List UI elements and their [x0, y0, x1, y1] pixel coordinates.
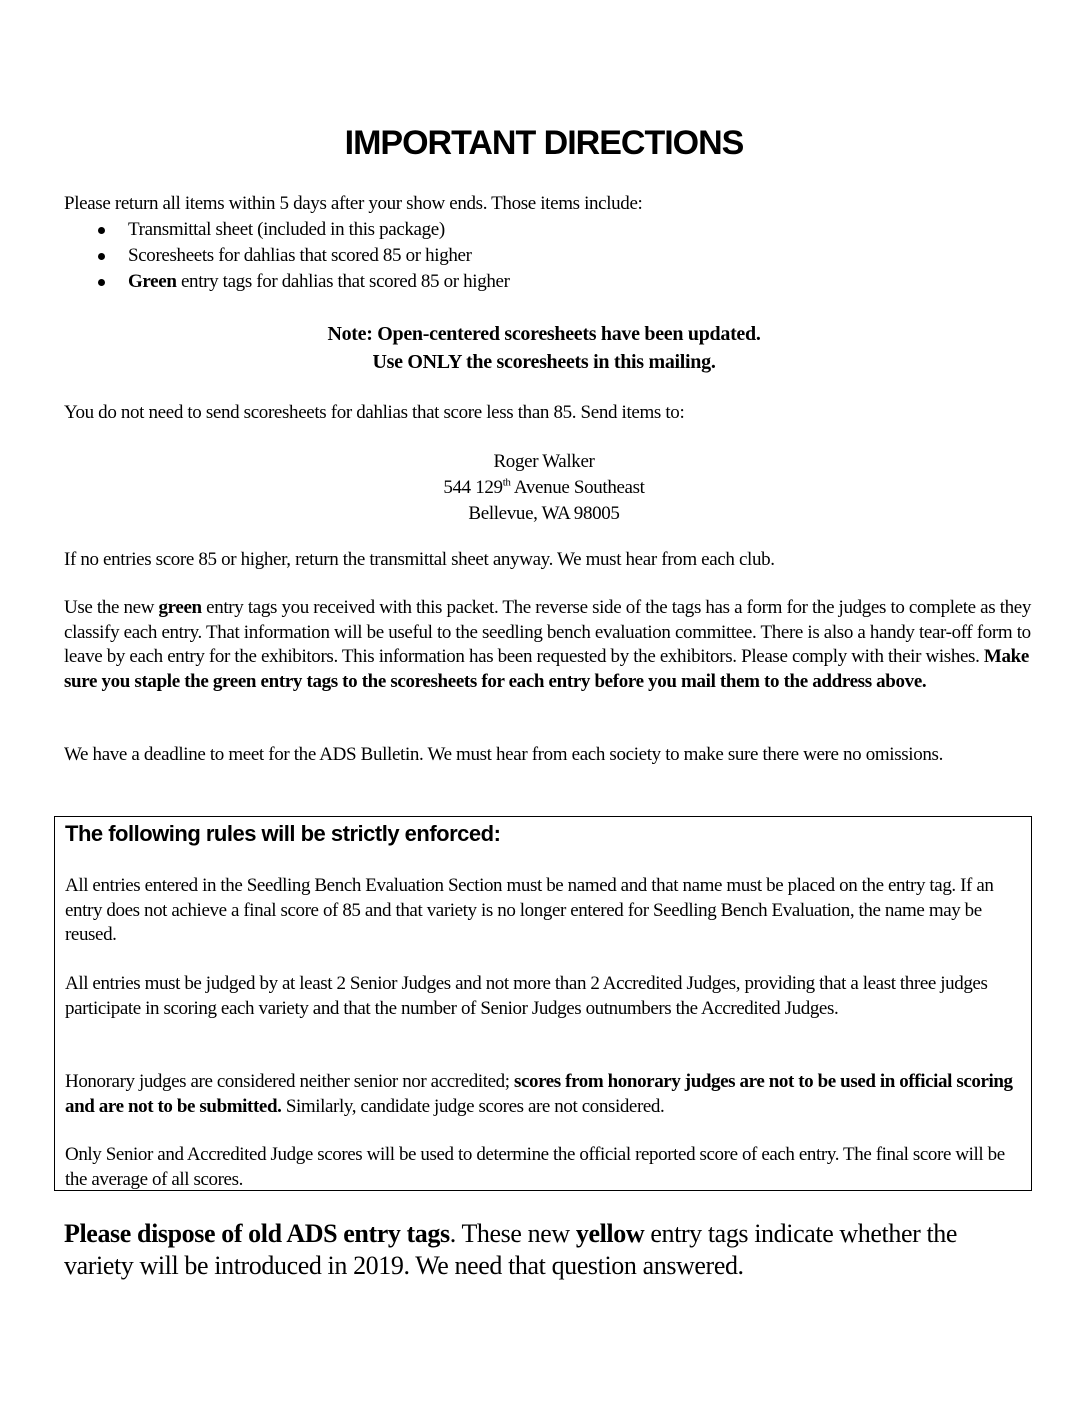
rule-paragraph: All entries must be judged by at least 2 Senior Judges and not more than 2 Accredited Judges, providing that a least three judges participate in scoring each variety and that the number of Senior Judges outnumbers the Accredited Judges. — [65, 973, 988, 1019]
rule-paragraph: Only Senior and Accredited Judge scores will be used to determine the official reported score of each entry. The final score will be the average of all scores. — [65, 1144, 1005, 1190]
bold-segment: yellow — [575, 1219, 645, 1248]
rule-paragraph: All entries entered in the Seedling Bench Evaluation Section must be named and that name must be placed on the entry tag. If an entry does not achieve a final score of 85 and that variety is no longer entered for Seedling Bench Evaluation, the name may be reused. — [65, 875, 994, 945]
return-items-list — [64, 217, 510, 295]
list-item-text: Transmittal sheet (included in this package) — [128, 219, 445, 240]
note-line-1: Note: Open-centered scoresheets have been updated. — [327, 323, 761, 345]
list-item — [64, 217, 510, 243]
scoresheet-update-note — [0, 320, 1088, 376]
no-entries-paragraph: If no entries score 85 or higher, return the transmittal sheet anyway. We must hear from each club. — [64, 549, 775, 570]
street-number: 544 129 — [443, 477, 503, 498]
list-item — [64, 243, 510, 269]
street-name: Avenue Southeast — [510, 477, 645, 498]
intro-paragraph: Please return all items within 5 days after your show ends. Those items include: — [64, 193, 643, 214]
address-city: Bellevue, WA 98005 — [468, 503, 620, 524]
text-segment: Similarly, candidate judge scores are not considered. — [281, 1095, 665, 1117]
street-suffix: th — [502, 476, 511, 489]
address-name: Roger Walker — [493, 451, 595, 472]
text-segment: entry tags indicate whether the variety will be introduced in 2019. We need that question answered. — [64, 1219, 958, 1280]
page-title: IMPORTANT DIRECTIONS — [344, 124, 744, 162]
list-item-bold: Green — [128, 271, 177, 292]
address-street — [0, 475, 1088, 501]
mailing-address — [0, 449, 1088, 527]
bold-segment: Make sure you staple the green entry tags to the scoresheets for each entry before you mail them to the address above. — [64, 646, 1029, 692]
rule-paragraph — [65, 1070, 1027, 1119]
text-segment: entry tags you received with this packet. The reverse side of the tags has a form for the judges to complete as they classify each entry. That information will be useful to the seedling bench evaluation committee. There is also a handy tear-off form to leave by each entry for the exhibitors. This information has been requested by the exhibitors. Please comply with their wishes. — [64, 597, 1032, 667]
bullet-icon — [98, 227, 105, 234]
deadline-paragraph: We have a deadline to meet for the ADS Bulletin. We must hear from each society to make sure there were no omissions. — [64, 744, 943, 765]
bold-segment: green — [158, 597, 202, 618]
note-line-2: Use ONLY the scoresheets in this mailing. — [372, 351, 716, 373]
text-segment: . These new — [449, 1219, 576, 1248]
send-items-paragraph: You do not need to send scoresheets for dahlias that score less than 85. Send items to: — [64, 402, 685, 423]
text-segment: Honorary judges are considered neither senior nor accredited; — [65, 1071, 514, 1092]
bullet-icon — [98, 279, 105, 286]
list-item-text: entry tags for dahlias that scored 85 or higher — [176, 271, 510, 292]
bullet-icon — [98, 253, 105, 260]
green-tags-paragraph — [64, 596, 1034, 694]
text-segment: Use the new — [64, 597, 159, 618]
rules-title: The following rules will be strictly enforced: — [65, 821, 501, 846]
bold-segment: scores from honorary judges are not to be used in official scoring and are not to be submitted. — [65, 1071, 1013, 1117]
list-item — [64, 269, 510, 295]
rules-box — [54, 816, 1032, 1191]
bold-segment: Please dispose of old ADS entry tags — [64, 1219, 450, 1248]
dispose-tags-paragraph — [64, 1218, 1024, 1282]
list-item-text: Scoresheets for dahlias that scored 85 or higher — [128, 245, 472, 266]
